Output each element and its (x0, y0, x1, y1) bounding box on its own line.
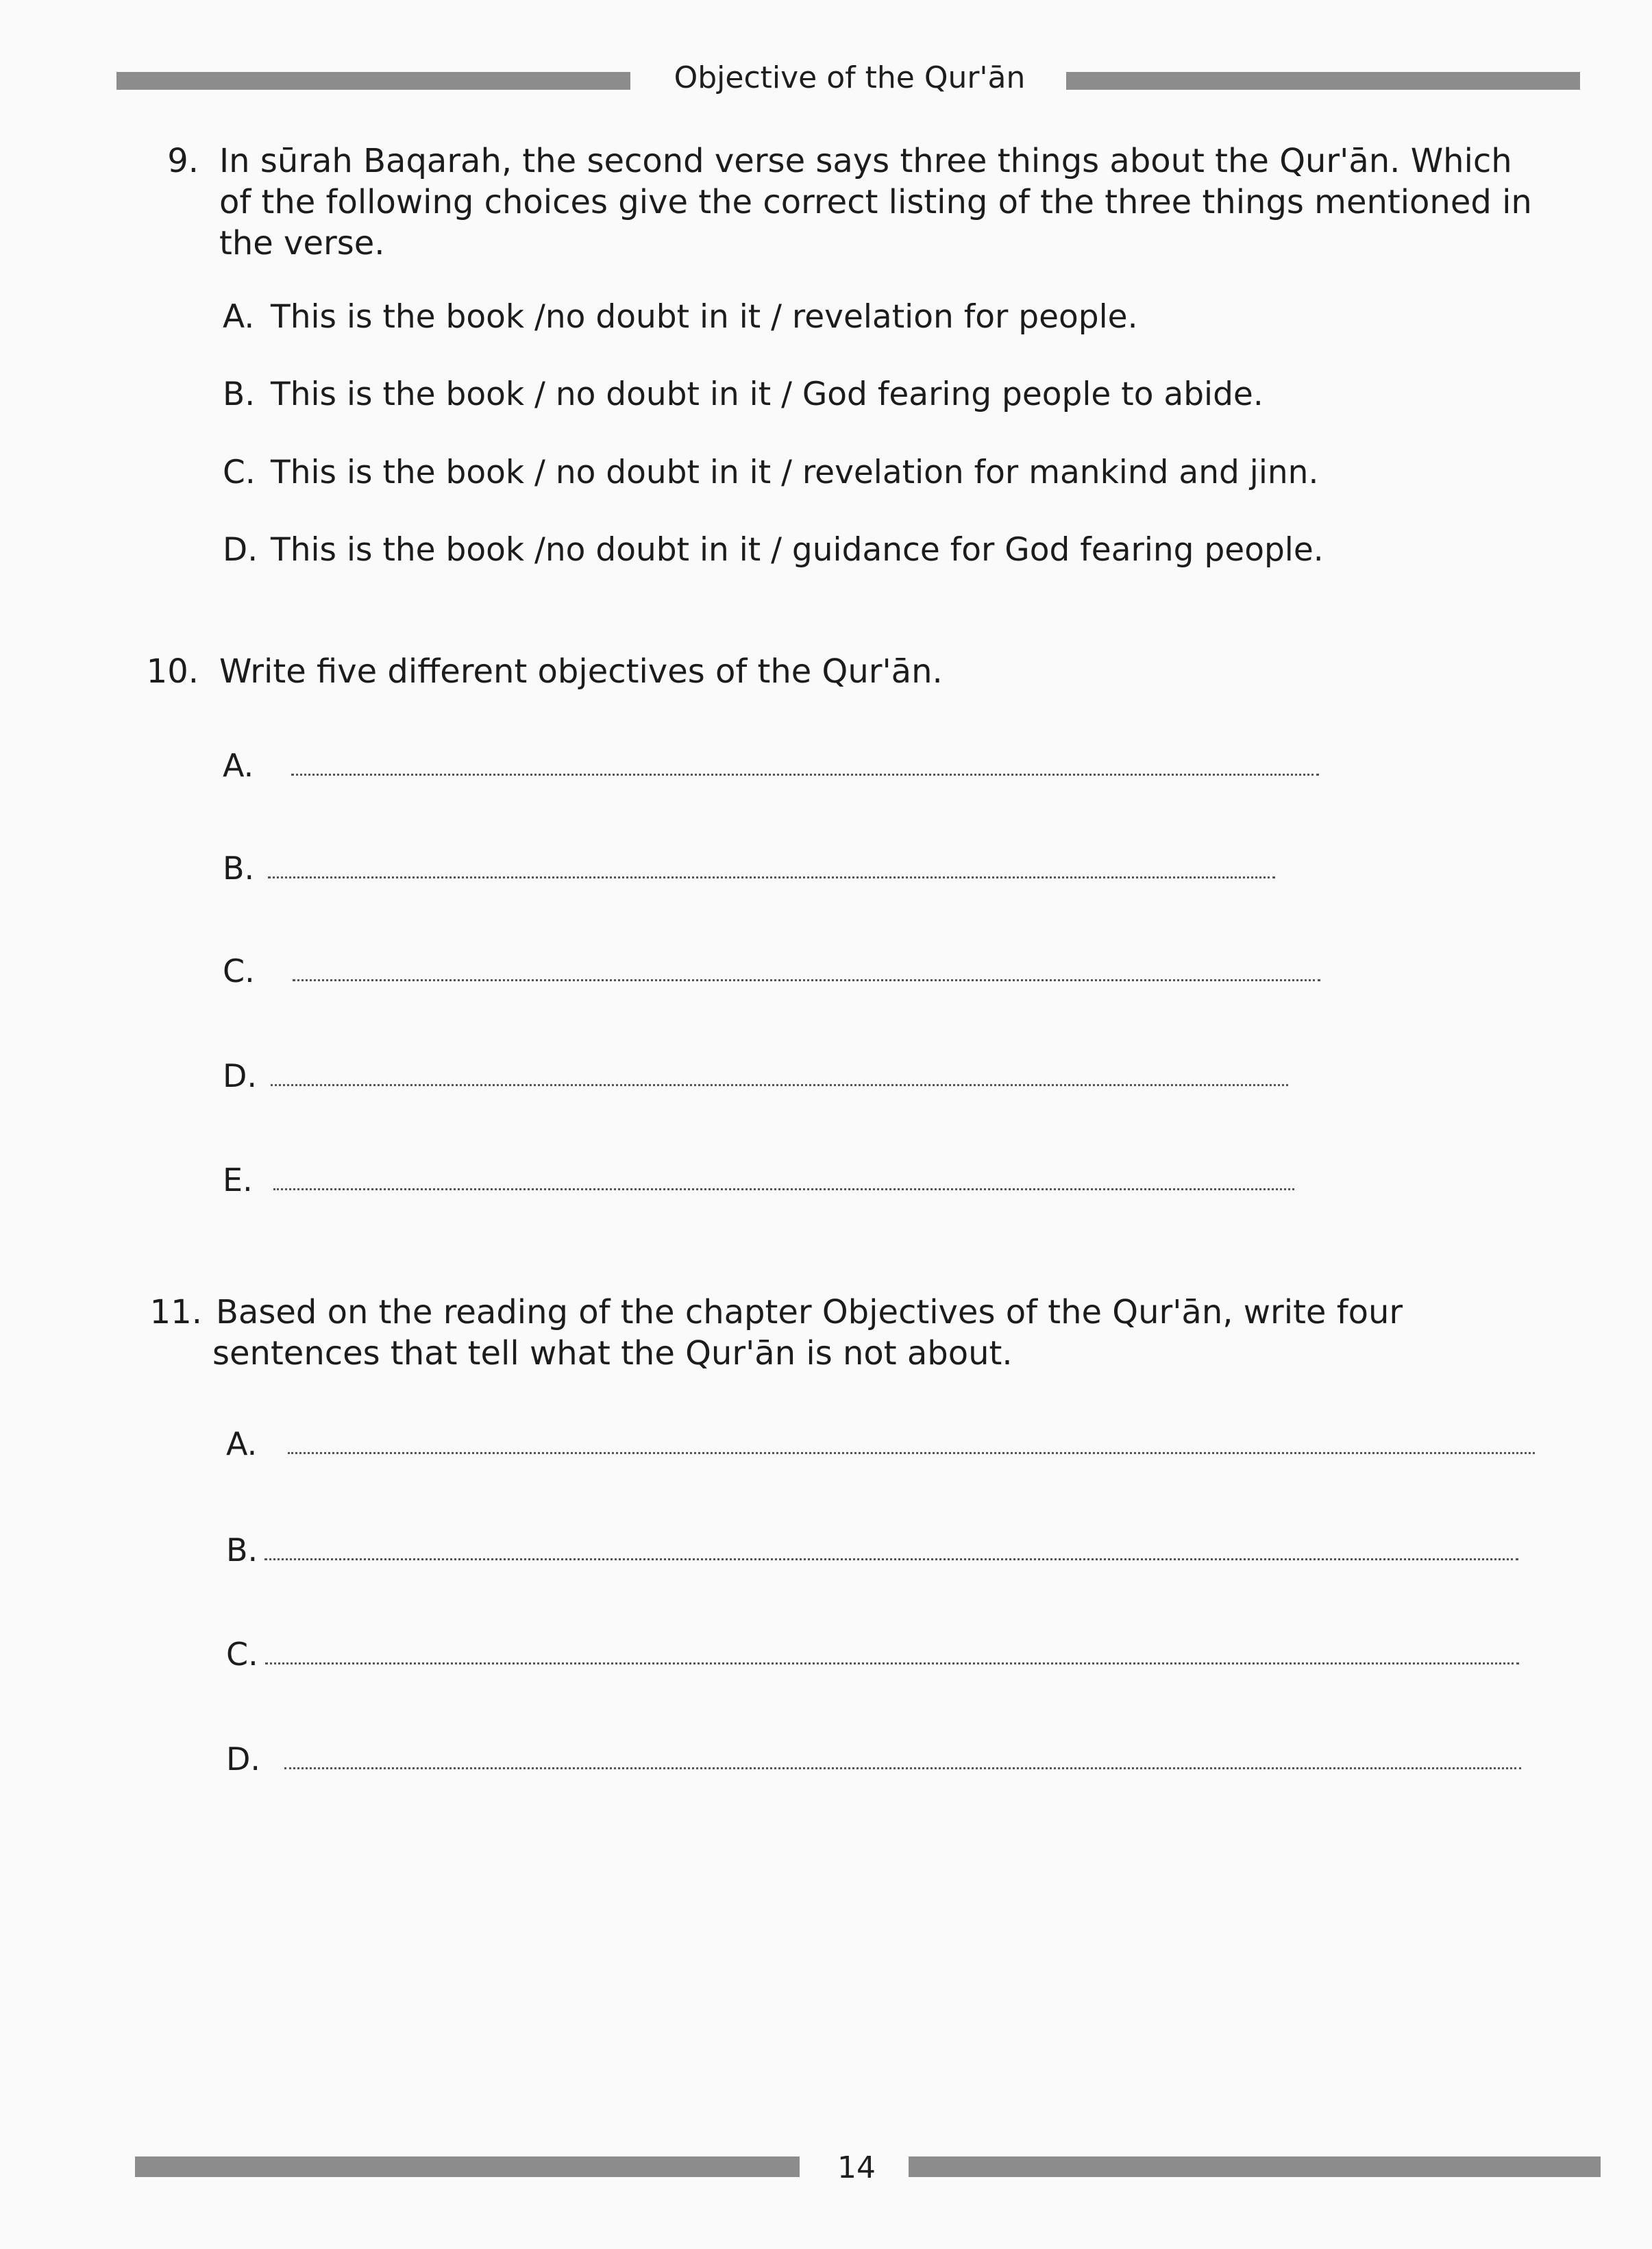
answer-letter: B. (226, 1532, 258, 1569)
option-letter: D. (223, 531, 258, 569)
answer-line-d[interactable] (223, 1057, 1288, 1094)
answer-blank[interactable] (264, 1558, 1518, 1560)
answer-line-b[interactable] (223, 850, 1275, 887)
question-number: 10. (146, 652, 199, 691)
option-text: This is the book / no doubt in it / God fearing people to abide. (271, 376, 1263, 413)
option-letter: C. (223, 454, 256, 491)
option-text: This is the book / no doubt in it / revelation for mankind and jinn. (271, 454, 1319, 491)
option-text: This is the book /no doubt in it / guidance for God fearing people. (271, 531, 1324, 569)
question-number: 11. (149, 1293, 202, 1331)
answer-line-a[interactable] (223, 747, 1319, 784)
question-text: Based on the reading of the chapter Objectives of the Qur'ān, write four (216, 1293, 1403, 1331)
answer-blank[interactable] (273, 1188, 1294, 1190)
answer-line-a[interactable] (226, 1425, 1535, 1462)
option-letter: A. (223, 298, 255, 336)
answer-letter: A. (226, 1425, 258, 1462)
answer-blank[interactable] (288, 1452, 1535, 1454)
footer-rule-right (909, 2156, 1601, 2177)
question-text: In sūrah Baqarah, the second verse says three things about the Qur'ān. Which (219, 142, 1512, 180)
option-a[interactable] (223, 298, 1138, 336)
question-11-line-2: sentences that tell what the Qur'ān is not about. (212, 1334, 1013, 1373)
question-text: Write five different objectives of the Qur'ān. (219, 652, 943, 691)
option-text: This is the book /no doubt in it / revelation for people. (271, 298, 1138, 336)
answer-line-b[interactable] (226, 1532, 1518, 1569)
answer-blank[interactable] (284, 1767, 1521, 1769)
option-b[interactable] (223, 376, 1263, 413)
answer-blank[interactable] (271, 1084, 1288, 1086)
option-letter: B. (223, 376, 256, 413)
header-rule-right (1066, 72, 1580, 90)
answer-blank[interactable] (265, 1662, 1519, 1664)
answer-letter: D. (223, 1057, 258, 1094)
answer-line-e[interactable] (223, 1162, 1294, 1199)
answer-letter: A. (223, 747, 254, 784)
running-header-title: Objective of the Qur'ān (674, 60, 1026, 95)
question-9-line-2: of the following choices give the correct listing of the three things mentioned in (219, 183, 1532, 221)
footer-rule-left (135, 2156, 800, 2177)
option-c[interactable] (223, 454, 1318, 491)
question-9-line-3: the verse. (219, 224, 385, 262)
answer-letter: C. (226, 1636, 258, 1673)
answer-blank[interactable] (291, 774, 1319, 776)
option-d[interactable] (223, 531, 1324, 569)
answer-letter: B. (223, 850, 255, 887)
question-number: 9. (167, 142, 199, 180)
answer-blank[interactable] (293, 979, 1320, 981)
answer-letter: C. (223, 953, 255, 990)
answer-letter: D. (226, 1741, 261, 1778)
answer-line-d[interactable] (226, 1741, 1521, 1778)
header-rule-left (116, 72, 630, 90)
answer-line-c[interactable] (226, 1636, 1519, 1673)
page-number: 14 (837, 2150, 876, 2185)
answer-blank[interactable] (268, 876, 1275, 878)
answer-line-c[interactable] (223, 953, 1320, 990)
answer-letter: E. (223, 1162, 253, 1199)
